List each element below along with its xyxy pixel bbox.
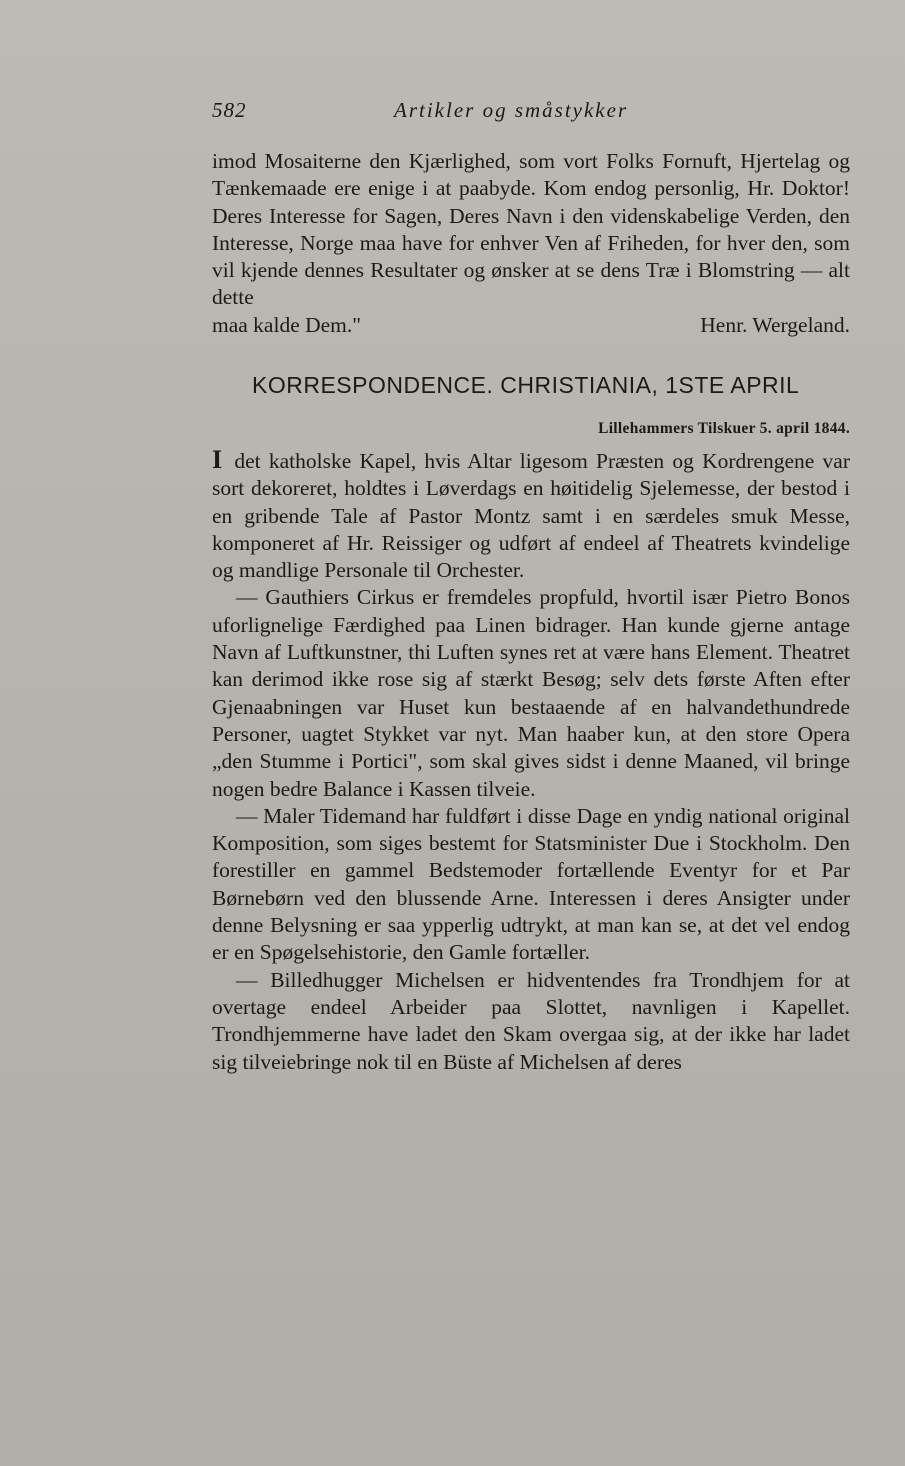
paragraph-text: det katholske Kapel, hvis Altar ligesom Præsten og Kordrengene var sort dekoreret, holdtes i Løverdags en høitidelig Sjelemesse, der bestod i en gribende Tale af Pastor Montz samt i en særdeles smuk Messe, komponeret af Hr. Reissiger og udført af endeel af Theatrets kvindelige og mandlige Personale til Orchester. — [212, 449, 850, 583]
intro-paragraph: imod Mosaiterne den Kjærlighed, som vort Folks Fornuft, Hjertelag og Tænkemaade ere enige i at paabyde. Kom endog personlig, Hr. Doktor! Deres Interesse for Sagen, Deres Navn i den videnskabelige Verden, den Interesse, Norge maa have for enhver Ven af Friheden, for hver den, som vil kjende dennes Resultater og ønsker at se dens Træ i Blomstring — alt dette — [212, 149, 850, 310]
article-paragraph — [212, 446, 850, 584]
running-header — [212, 98, 850, 128]
article-paragraph: — Gauthiers Cirkus er fremdeles propfuld, hvortil især Pietro Bonos uforlignelige Færdighed paa Linen bidrager. Han kunde gjerne antage Navn af Luftkunstner, thi Luften synes ret at være hans Element. Theatret kan derimod ikke rose sig af stærkt Besøg; selv dets første Aften efter Gjenaabningen var Huset kun bestaaende af en halvandethundrede Personer, uagtet Stykket var nyt. Man haaber kun, at den store Opera „den Stumme i Portici", som skal gives sidst i denne Maaned, vil bringe nogen bedre Balance i Kassen tilveie. — [212, 585, 850, 801]
author-signature: Henr. Wergeland. — [700, 312, 850, 337]
running-title: Artikler og småstykker — [394, 98, 629, 122]
page-number: 582 — [212, 98, 247, 122]
signoff-line — [212, 312, 850, 339]
article-body — [212, 446, 850, 1076]
article-paragraph: — Maler Tidemand har fuldført i disse Dage en yndig national original Komposition, som siges bestemt for Statsminister Due i Stockholm. Den forestiller en gammel Bedstemoder fortællende Eventyr for et Par Børnebørn ved den blussende Arne. Interessen i deres Ansigter under denne Belysning er saa ypperlig udtrykt, at man kan se, at det vel endog er en Spøgelsehistorie, den Gamle fortæller. — [212, 803, 850, 965]
intro-passage — [212, 148, 850, 339]
article-title: KORRESPONDENCE. CHRISTIANIA, 1STE APRIL — [252, 372, 800, 398]
drop-cap: I — [212, 445, 223, 474]
closing-text: maa kalde Dem." — [212, 312, 362, 337]
article-paragraph: — Billedhugger Michelsen er hidventendes fra Trondhjem for at overtage endeel Arbeider paa Slottet, navnligen i Kapellet. Trondhjemmerne have ladet den Skam overgaa sig, at der ikke har ladet sig tilveiebringe nok til en Büste af Michelsen af deres — [212, 967, 850, 1074]
article-source: Lillehammers Tilskuer 5. april 1844. — [598, 420, 850, 437]
